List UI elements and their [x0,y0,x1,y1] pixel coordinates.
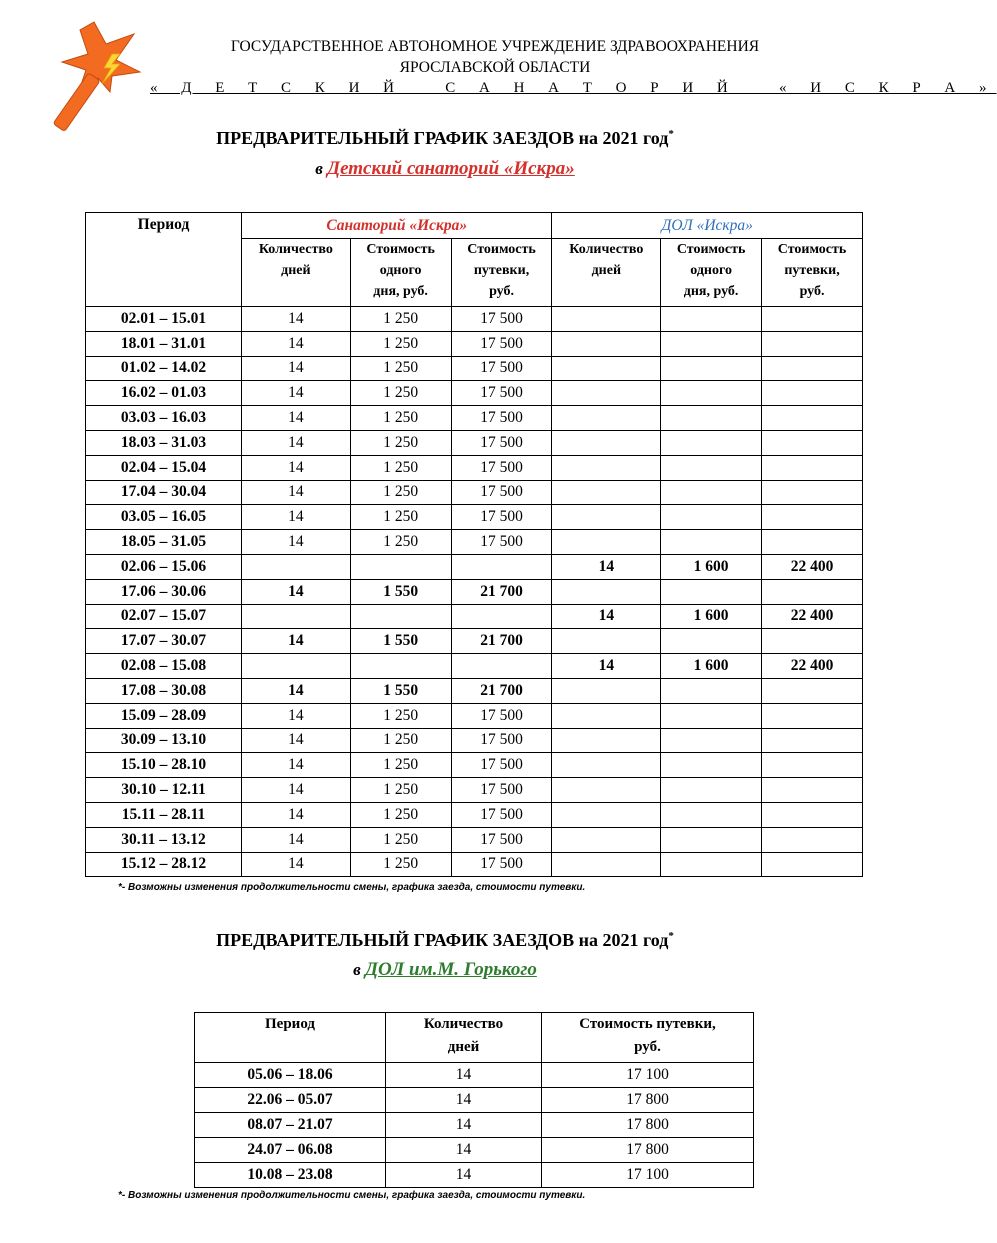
dol-days-cell [552,381,661,406]
san-trip-cost-cell [451,654,552,679]
section1-note: *- Возможны изменения продолжительности смены, графика заезда, стоимости путевки. [118,882,586,893]
section2-subtitle [0,959,890,981]
period-cell: 02.04 – 15.04 [86,455,242,480]
table-row [86,430,863,455]
org-line-2: ЯРОСЛАВСКОЙ ОБЛАСТИ [399,59,591,76]
table-row [86,827,863,852]
san-days-cell [242,604,351,629]
san-trip-cost-cell: 17 500 [451,778,552,803]
period-cell: 02.06 – 15.06 [86,554,242,579]
dol-days-cell [552,728,661,753]
san-trip-cost-cell: 17 500 [451,505,552,530]
dol-day-cost-cell [661,678,762,703]
section1-subtitle [0,158,890,180]
period-cell: 24.07 – 06.08 [195,1138,386,1163]
schedule-table-gorky [194,1012,754,1188]
san-trip-cost-cell: 17 500 [451,480,552,505]
san-days-cell: 14 [242,381,351,406]
period-cell: 03.03 – 16.03 [86,406,242,431]
san-day-cost-cell: 1 250 [350,430,451,455]
header-line: дней [281,263,311,278]
san-trip-cost-header [451,239,552,307]
san-day-cost-cell: 1 250 [350,827,451,852]
section2-title-mark: * [668,930,674,942]
san-trip-cost-cell: 17 500 [451,406,552,431]
san-trip-cost-cell: 17 500 [451,430,552,455]
table-row [86,480,863,505]
header-line: Количество [569,242,644,257]
dol-day-cost-cell [661,505,762,530]
period-cell: 03.05 – 16.05 [86,505,242,530]
table-row [195,1063,754,1088]
san-days-cell: 14 [242,480,351,505]
table-row [86,530,863,555]
dol-day-cost-cell [661,406,762,431]
period-cell: 01.02 – 14.02 [86,356,242,381]
dol-trip-cost-cell [762,703,863,728]
header-line: руб. [799,284,825,299]
san-day-cost-cell: 1 250 [350,356,451,381]
dol-trip-cost-cell [762,852,863,877]
period-cell: 15.12 – 28.12 [86,852,242,877]
trip-cost-cell: 17 100 [542,1163,754,1188]
table-row [86,307,863,332]
dol-day-cost-cell [661,753,762,778]
dol-trip-cost-cell [762,778,863,803]
san-day-cost-header [350,239,451,307]
period-cell: 18.05 – 31.05 [86,530,242,555]
dol-days-cell: 14 [552,554,661,579]
san-days-cell: 14 [242,505,351,530]
header-line: дней [591,263,622,278]
dol-days-cell [552,827,661,852]
san-day-cost-cell: 1 250 [350,406,451,431]
san-days-cell: 14 [242,455,351,480]
period-cell: 18.03 – 31.03 [86,430,242,455]
san-trip-cost-cell: 21 700 [451,678,552,703]
dol-trip-cost-cell: 22 400 [762,554,863,579]
section1-title [0,128,890,149]
dol-trip-cost-cell [762,331,863,356]
san-day-cost-cell: 1 550 [350,629,451,654]
san-trip-cost-cell: 17 500 [451,827,552,852]
san-day-cost-cell: 1 250 [350,802,451,827]
org-line-1: ГОСУДАРСТВЕННОЕ АВТОНОМНОЕ УЧРЕЖДЕНИЕ ЗДРАВООХРАНЕНИЯ [230,38,760,55]
table-row [195,1113,754,1138]
dol-day-cost-header [661,239,762,307]
dol-day-cost-cell [661,480,762,505]
days-cell: 14 [386,1088,542,1113]
san-days-cell [242,554,351,579]
dol-trip-cost-cell [762,728,863,753]
san-day-cost-cell [350,654,451,679]
header-line: Стоимость [366,242,435,257]
dol-days-cell [552,430,661,455]
san-days-cell: 14 [242,703,351,728]
san-days-header [242,239,351,307]
san-days-cell: 14 [242,827,351,852]
days-cell: 14 [386,1163,542,1188]
dol-days-cell [552,331,661,356]
dol-day-cost-cell [661,579,762,604]
header-line: Стоимость путевки, [579,1016,716,1032]
table-row [86,678,863,703]
period-cell: 08.07 – 21.07 [195,1113,386,1138]
dol-trip-cost-cell [762,678,863,703]
table-row [86,554,863,579]
san-trip-cost-cell: 17 500 [451,753,552,778]
trip-cost-cell: 17 800 [542,1088,754,1113]
dol-day-cost-cell [661,307,762,332]
san-trip-cost-cell: 17 500 [451,307,552,332]
period-cell: 30.10 – 12.11 [86,778,242,803]
dol-trip-cost-header [762,239,863,307]
table-row [86,406,863,431]
sanatorium-logo [50,22,150,134]
trip-cost-cell: 17 800 [542,1113,754,1138]
dol-trip-cost-cell [762,381,863,406]
dol-trip-cost-cell [762,307,863,332]
period-cell: 17.07 – 30.07 [86,629,242,654]
san-day-cost-cell: 1 250 [350,728,451,753]
san-day-cost-cell: 1 250 [350,331,451,356]
san-day-cost-cell: 1 250 [350,505,451,530]
san-trip-cost-cell: 17 500 [451,728,552,753]
san-days-cell: 14 [242,802,351,827]
col-period-header: Период [195,1013,386,1063]
dol-day-cost-cell: 1 600 [661,554,762,579]
dol-days-cell: 14 [552,604,661,629]
period-cell: 02.01 – 15.01 [86,307,242,332]
table-row [86,381,863,406]
san-days-cell: 14 [242,852,351,877]
dol-trip-cost-cell [762,579,863,604]
dol-day-cost-cell [661,381,762,406]
dol-days-cell [552,753,661,778]
section1-sub-name: Детский санаторий «Искра» [327,158,575,179]
dol-trip-cost-cell [762,802,863,827]
col-trip-cost-header [542,1013,754,1063]
dol-trip-cost-cell [762,753,863,778]
header-line: Количество [423,1016,504,1032]
header-line: одного [379,263,422,278]
dol-days-cell [552,852,661,877]
dol-trip-cost-cell [762,629,863,654]
days-cell: 14 [386,1063,542,1088]
header-line: дня, руб. [683,284,739,299]
period-cell: 17.08 – 30.08 [86,678,242,703]
dol-day-cost-cell [661,331,762,356]
san-days-cell: 14 [242,629,351,654]
period-cell: 22.06 – 05.07 [195,1088,386,1113]
trip-cost-cell: 17 800 [542,1138,754,1163]
dol-trip-cost-cell [762,455,863,480]
table-row [86,703,863,728]
san-days-cell: 14 [242,728,351,753]
san-trip-cost-cell: 17 500 [451,331,552,356]
table-row [86,778,863,803]
san-days-cell: 14 [242,530,351,555]
san-days-cell: 14 [242,430,351,455]
schedule-table-iskra [85,212,863,877]
section1-sub-prefix: в [315,159,323,178]
table-row [86,852,863,877]
san-day-cost-cell: 1 250 [350,530,451,555]
san-trip-cost-cell: 21 700 [451,629,552,654]
header-line: Стоимость [777,242,847,257]
period-cell: 30.11 – 13.12 [86,827,242,852]
section2-sub-prefix: в [353,960,361,979]
dol-trip-cost-cell [762,430,863,455]
group-sanatorium-header: Санаторий «Искра» [242,213,552,239]
san-day-cost-cell: 1 550 [350,579,451,604]
san-day-cost-cell [350,554,451,579]
header-line: путевки, [784,263,840,278]
section2-title-text: ПРЕДВАРИТЕЛЬНЫЙ ГРАФИК ЗАЕЗДОВ на 2021 год [216,930,669,950]
san-day-cost-cell: 1 250 [350,480,451,505]
san-trip-cost-cell: 21 700 [451,579,552,604]
san-day-cost-cell: 1 250 [350,753,451,778]
dol-day-cost-cell [661,530,762,555]
dol-day-cost-cell [661,802,762,827]
san-trip-cost-cell: 17 500 [451,703,552,728]
header-line: Стоимость [676,242,746,257]
period-cell: 16.02 – 01.03 [86,381,242,406]
san-day-cost-cell: 1 250 [350,307,451,332]
trip-cost-cell: 17 100 [542,1063,754,1088]
san-trip-cost-cell: 17 500 [451,356,552,381]
period-cell: 02.07 – 15.07 [86,604,242,629]
period-cell: 05.06 – 18.06 [195,1063,386,1088]
dol-day-cost-cell: 1 600 [661,654,762,679]
table-row [86,728,863,753]
san-day-cost-cell: 1 250 [350,455,451,480]
dol-day-cost-cell [661,728,762,753]
dol-trip-cost-cell [762,356,863,381]
dol-days-cell [552,678,661,703]
san-days-cell: 14 [242,331,351,356]
header-line: одного [690,263,732,278]
dol-days-cell [552,455,661,480]
san-day-cost-cell: 1 550 [350,678,451,703]
dol-trip-cost-cell [762,530,863,555]
header-line: Количество [258,242,333,257]
dol-trip-cost-cell [762,827,863,852]
dol-day-cost-cell [661,455,762,480]
table-row [86,802,863,827]
days-cell: 14 [386,1138,542,1163]
col-days-header [386,1013,542,1063]
section1-title-mark: * [668,128,674,140]
san-day-cost-cell: 1 250 [350,703,451,728]
san-day-cost-cell: 1 250 [350,852,451,877]
san-days-cell: 14 [242,778,351,803]
dol-trip-cost-cell [762,505,863,530]
dol-day-cost-cell [661,430,762,455]
dol-trip-cost-cell [762,406,863,431]
san-day-cost-cell: 1 250 [350,778,451,803]
section1-title-text: ПРЕДВАРИТЕЛЬНЫЙ ГРАФИК ЗАЕЗДОВ на 2021 год [216,128,669,148]
table-row [86,629,863,654]
section2-note: *- Возможны изменения продолжительности смены, графика заезда, стоимости путевки. [118,1190,586,1201]
organization-header [150,36,997,99]
period-cell: 17.04 – 30.04 [86,480,242,505]
period-cell: 30.09 – 13.10 [86,728,242,753]
dol-days-cell [552,406,661,431]
table-row [195,1163,754,1188]
dol-days-cell [552,802,661,827]
table-row [86,604,863,629]
san-days-cell: 14 [242,307,351,332]
header-line: дня, руб. [373,284,428,299]
san-trip-cost-cell: 17 500 [451,852,552,877]
period-cell: 02.08 – 15.08 [86,654,242,679]
dol-day-cost-cell [661,778,762,803]
san-day-cost-cell: 1 250 [350,381,451,406]
days-cell: 14 [386,1113,542,1138]
dol-trip-cost-cell: 22 400 [762,604,863,629]
dol-days-cell [552,530,661,555]
san-trip-cost-cell: 17 500 [451,530,552,555]
header-line: руб. [489,284,514,299]
header-line: дней [447,1039,480,1055]
san-days-cell [242,654,351,679]
table-row [86,455,863,480]
group-dol-header: ДОЛ «Искра» [552,213,863,239]
dol-days-cell [552,778,661,803]
san-trip-cost-cell: 17 500 [451,381,552,406]
table-row [86,331,863,356]
dol-days-header [552,239,661,307]
dol-day-cost-cell: 1 600 [661,604,762,629]
dol-day-cost-cell [661,827,762,852]
org-line-3: « Д Е Т С К И Й С А Н А Т О Р И Й « И С К Р А » [150,80,997,96]
period-cell: 10.08 – 23.08 [195,1163,386,1188]
table-row [86,356,863,381]
table-row [86,505,863,530]
dol-day-cost-cell [661,703,762,728]
san-days-cell: 14 [242,678,351,703]
dol-day-cost-cell [661,356,762,381]
dol-days-cell [552,505,661,530]
table-row [86,654,863,679]
dol-trip-cost-cell: 22 400 [762,654,863,679]
header-line: путевки, [473,263,530,278]
dol-days-cell [552,629,661,654]
dol-day-cost-cell [661,852,762,877]
san-days-cell: 14 [242,753,351,778]
dol-day-cost-cell [661,629,762,654]
dol-days-cell [552,356,661,381]
table-row [86,579,863,604]
period-cell: 15.11 – 28.11 [86,802,242,827]
san-day-cost-cell [350,604,451,629]
san-trip-cost-cell: 17 500 [451,455,552,480]
dol-days-cell [552,579,661,604]
san-days-cell: 14 [242,406,351,431]
col-period-header: Период [86,213,242,307]
period-cell: 15.09 – 28.09 [86,703,242,728]
san-trip-cost-cell [451,604,552,629]
dol-days-cell [552,307,661,332]
san-trip-cost-cell [451,554,552,579]
period-cell: 15.10 – 28.10 [86,753,242,778]
header-line: руб. [634,1039,661,1055]
period-cell: 18.01 – 31.01 [86,331,242,356]
period-cell: 17.06 – 30.06 [86,579,242,604]
dol-trip-cost-cell [762,480,863,505]
san-trip-cost-cell: 17 500 [451,802,552,827]
table-row [195,1088,754,1113]
san-days-cell: 14 [242,356,351,381]
section2-title [0,930,890,951]
header-line: Стоимость [467,242,536,257]
dol-days-cell: 14 [552,654,661,679]
dol-days-cell [552,703,661,728]
section2-sub-name: ДОЛ им.М. Горького [365,959,537,980]
san-days-cell: 14 [242,579,351,604]
table-row [195,1138,754,1163]
dol-days-cell [552,480,661,505]
table-row [86,753,863,778]
